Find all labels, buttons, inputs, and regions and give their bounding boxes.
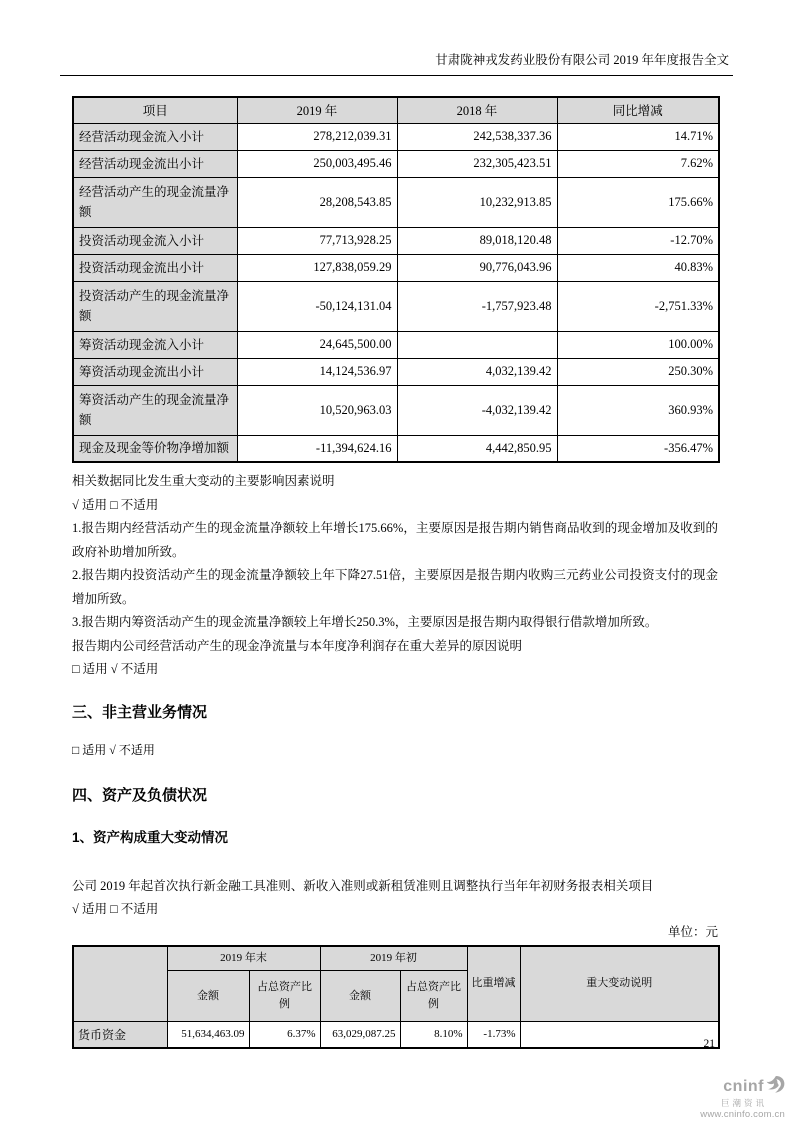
column-header-2019: 2019 年 bbox=[237, 97, 397, 123]
column-header-2018: 2018 年 bbox=[397, 97, 557, 123]
net-profit-diff-applicability: □ 适用 √ 不适用 bbox=[72, 662, 159, 676]
asset-change-note bbox=[520, 1022, 719, 1048]
table-cell: 28,208,543.85 bbox=[237, 177, 397, 227]
table-cell: -4,032,139.42 bbox=[397, 385, 557, 435]
table-cell: 24,645,500.00 bbox=[237, 331, 397, 358]
table-cell: 77,713,928.25 bbox=[237, 227, 397, 254]
asset-ratio-change: -1.73% bbox=[467, 1022, 520, 1048]
table-row bbox=[73, 358, 719, 385]
section-4-1-intro: 公司 2019 年起首次执行新金融工具准则、新收入准则或新租赁准则且调整执行当年年初财务报表相关项目 bbox=[72, 878, 654, 893]
column-header-yoy: 同比增减 bbox=[557, 97, 719, 123]
logo-cn-name: 巨潮资讯 bbox=[720, 1098, 767, 1108]
assets-corner-cell bbox=[73, 946, 167, 1022]
table-cell: 250.30% bbox=[557, 358, 719, 385]
assets-table bbox=[72, 945, 720, 1049]
column-header-ratio-end: 占总资产比例 bbox=[249, 971, 320, 1022]
section-4-heading: 四、资产及负债状况 bbox=[72, 786, 208, 804]
table-cell: 127,838,059.29 bbox=[237, 254, 397, 281]
cashflow-table-body bbox=[73, 123, 719, 462]
asset-end-ratio: 6.37% bbox=[249, 1022, 320, 1048]
swirl-icon bbox=[766, 1076, 785, 1097]
asset-begin-amount: 63,029,087.25 bbox=[320, 1022, 400, 1048]
table-cell: 360.93% bbox=[557, 385, 719, 435]
table-cell: 筹资活动现金流出小计 bbox=[73, 358, 237, 385]
table-row bbox=[73, 123, 719, 150]
table-row bbox=[73, 331, 719, 358]
column-header-change-note: 重大变动说明 bbox=[520, 946, 719, 1022]
table-cell: 278,212,039.31 bbox=[237, 123, 397, 150]
column-header-year-end: 2019 年末 bbox=[167, 946, 320, 971]
table-cell: 筹资活动现金流入小计 bbox=[73, 331, 237, 358]
table-row bbox=[73, 150, 719, 177]
table-row bbox=[73, 385, 719, 435]
table-cell: -356.47% bbox=[557, 435, 719, 462]
section-4-1-applicability: √ 适用 □ 不适用 bbox=[72, 902, 159, 916]
table-cell: 232,305,423.51 bbox=[397, 150, 557, 177]
table-cell: 投资活动现金流出小计 bbox=[73, 254, 237, 281]
table-row bbox=[73, 1022, 719, 1048]
table-cell: -12.70% bbox=[557, 227, 719, 254]
column-header-amount-end: 金额 bbox=[167, 971, 249, 1022]
document-title: 甘肃陇神戎发药业股份有限公司 2019 年年度报告全文 bbox=[435, 53, 729, 67]
table-cell: 40.83% bbox=[557, 254, 719, 281]
note-line: 1.报告期内经营活动产生的现金流量净额较上年增长175.66%，主要原因是报告期内销售商品收到的现金增加及收到的政府补助增加所致。 bbox=[72, 521, 718, 559]
table-cell: 90,776,043.96 bbox=[397, 254, 557, 281]
table-cell: 100.00% bbox=[557, 331, 719, 358]
table-row bbox=[73, 435, 719, 462]
column-header-item: 项目 bbox=[73, 97, 237, 123]
table-cell: 筹资活动产生的现金流量净额 bbox=[73, 385, 237, 435]
table-cell: 89,018,120.48 bbox=[397, 227, 557, 254]
table-cell: 175.66% bbox=[557, 177, 719, 227]
table-cell: -1,757,923.48 bbox=[397, 281, 557, 331]
table-row bbox=[73, 177, 719, 227]
unit-label: 单位：元 bbox=[667, 924, 718, 939]
table-cell: 14.71% bbox=[557, 123, 719, 150]
cninfo-logo bbox=[665, 1076, 785, 1119]
table-cell: 经营活动产生的现金流量净额 bbox=[73, 177, 237, 227]
table-cell: 10,520,963.03 bbox=[237, 385, 397, 435]
asset-item-label: 货币资金 bbox=[73, 1022, 167, 1048]
column-header-ratio-begin: 占总资产比例 bbox=[400, 971, 467, 1022]
table-cell: -2,751.33% bbox=[557, 281, 719, 331]
table-cell bbox=[397, 331, 557, 358]
assets-header-row-1 bbox=[73, 946, 719, 971]
note-line: 2.报告期内投资活动产生的现金流量净额较上年下降27.51倍，主要原因是报告期内收购三元药业公司投资支付的现金增加所致。 bbox=[72, 568, 718, 606]
table-cell: -50,124,131.04 bbox=[237, 281, 397, 331]
section-4-1-heading: 1、资产构成重大变动情况 bbox=[72, 829, 229, 845]
table-cell: 现金及现金等价物净增加额 bbox=[73, 435, 237, 462]
page-number: 21 bbox=[703, 1038, 715, 1050]
table-cell: 10,232,913.85 bbox=[397, 177, 557, 227]
table-cell: 经营活动现金流入小计 bbox=[73, 123, 237, 150]
column-header-year-begin: 2019 年初 bbox=[320, 946, 467, 971]
logo-url: www.cninfo.com.cn bbox=[700, 1108, 785, 1120]
table-cell: 4,442,850.95 bbox=[397, 435, 557, 462]
note-line: 3.报告期内筹资活动产生的现金流量净额较上年增长250.3%，主要原因是报告期内取得银行借款增加所致。 bbox=[72, 615, 658, 629]
table-cell: 242,538,337.36 bbox=[397, 123, 557, 150]
column-header-ratio-change: 比重增减 bbox=[467, 946, 520, 1022]
table-row bbox=[73, 227, 719, 254]
column-header-amount-begin: 金额 bbox=[320, 971, 400, 1022]
table-row bbox=[73, 281, 719, 331]
table-cell: 7.62% bbox=[557, 150, 719, 177]
table-cell: 经营活动现金流出小计 bbox=[73, 150, 237, 177]
table-cell: -11,394,624.16 bbox=[237, 435, 397, 462]
notes-block bbox=[72, 470, 718, 682]
cashflow-table bbox=[72, 96, 720, 463]
notes-applicability: √ 适用 □ 不适用 bbox=[72, 497, 159, 512]
table-row bbox=[73, 254, 719, 281]
table-cell: 250,003,495.46 bbox=[237, 150, 397, 177]
section-3-applicability: □ 适用 √ 不适用 bbox=[72, 742, 155, 757]
table-cell: 14,124,536.97 bbox=[237, 358, 397, 385]
asset-begin-ratio: 8.10% bbox=[400, 1022, 467, 1048]
table-cell: 投资活动产生的现金流量净额 bbox=[73, 281, 237, 331]
asset-end-amount: 51,634,463.09 bbox=[167, 1022, 249, 1048]
cashflow-header-row bbox=[73, 97, 719, 123]
net-profit-diff-title: 报告期内公司经营活动产生的现金净流量与本年度净利润存在重大差异的原因说明 bbox=[72, 638, 523, 653]
table-cell: 4,032,139.42 bbox=[397, 358, 557, 385]
section-3-heading: 三、非主营业务情况 bbox=[72, 703, 208, 721]
logo-brand-text: cninf bbox=[723, 1077, 764, 1095]
notes-title: 相关数据同比发生重大变动的主要影响因素说明 bbox=[72, 474, 335, 488]
document-header bbox=[60, 0, 733, 76]
table-cell: 投资活动现金流入小计 bbox=[73, 227, 237, 254]
